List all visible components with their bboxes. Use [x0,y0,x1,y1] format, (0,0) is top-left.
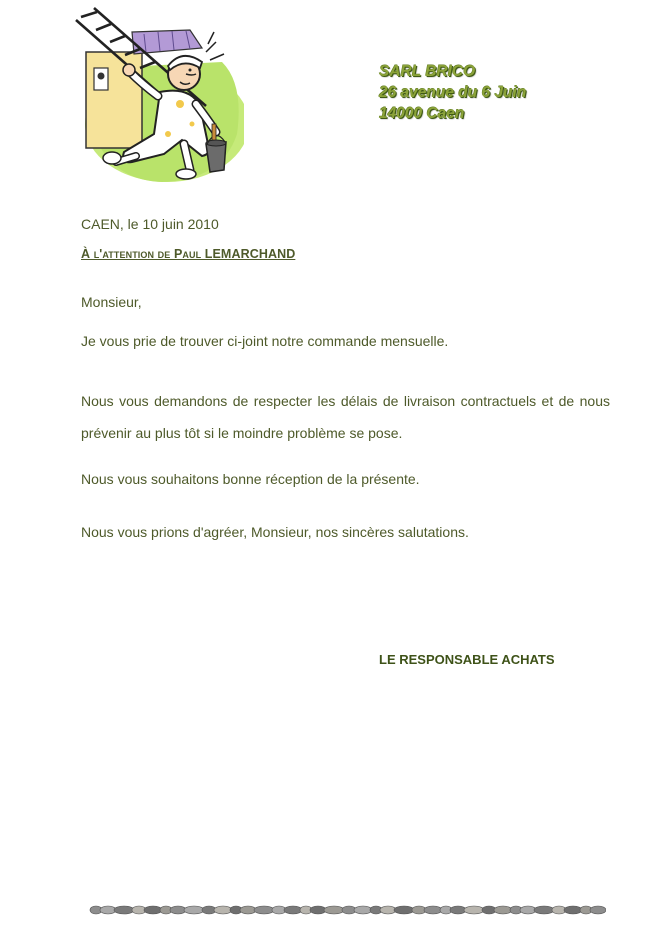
paragraph-closing: Nous vous prions d'agréer, Monsieur, nos sincères salutations. [81,524,469,540]
pebble [534,906,554,914]
paragraph-reception: Nous vous souhaitons bonne réception de la présente. [81,471,420,487]
company-postal-city: 14000 Caen [379,105,465,122]
pebble-border-icon [84,899,606,925]
pebble [380,906,396,914]
pebble [254,906,274,914]
signature: LE RESPONSABLE ACHATS [379,652,555,667]
pebble [464,906,484,914]
pebble [394,906,414,914]
paragraph-order: Je vous prie de trouver ci-joint notre commande mensuelle. [81,333,449,349]
painter-with-ladder-icon [72,4,244,186]
pebble [170,906,186,914]
pebble [324,906,344,914]
pebble [520,906,536,914]
pebble [310,906,326,914]
pebble [494,906,512,914]
pebble [450,906,466,914]
pebble [284,906,302,914]
paragraph-delivery: Nous vous demandons de respecter les délais de livraison contractuels et de nous prévenir au plus tôt si le moindre problème se pose. [81,393,610,441]
company-street: 26 avenue du 6 Juin [379,84,527,101]
pebble [114,906,134,914]
pebble [100,906,116,914]
company-name: SARL BRICO [379,63,476,80]
pebble [144,906,162,914]
date-line: CAEN, le 10 juin 2010 [81,216,219,232]
attention-line: À l'attention de Paul LEMARCHAND [81,247,296,261]
pebble [590,906,606,914]
pebble [424,906,442,914]
pebble [354,906,372,914]
pebble [184,906,204,914]
pebble [240,906,256,914]
pebble [214,906,232,914]
pebble [564,906,582,914]
company-address-block [379,61,526,124]
salutation: Monsieur, [81,294,142,310]
